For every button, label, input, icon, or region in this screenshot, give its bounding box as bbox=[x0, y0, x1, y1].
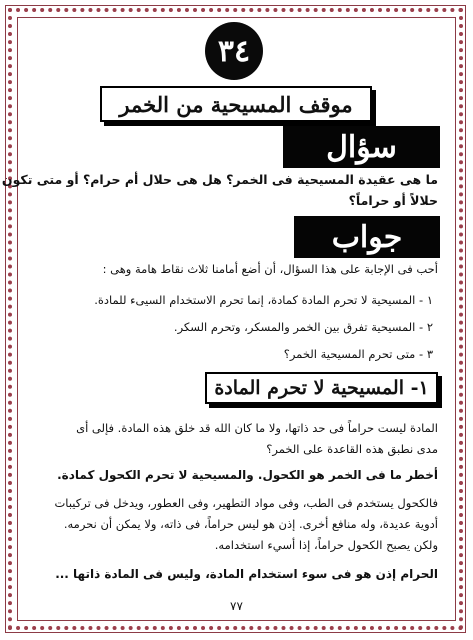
section-heading: ١- المسيحية لا تحرم المادة bbox=[205, 372, 438, 404]
bold-statement: أخطر ما فى الخمر هو الكحول. والمسيحية لا تحرم الكحول كمادة. bbox=[57, 468, 438, 482]
paragraph-line: مدى نطبق هذه القاعدة على الخمر؟ bbox=[266, 442, 438, 456]
chapter-number: ٣٤ bbox=[205, 22, 263, 80]
answer-label: جواب bbox=[294, 216, 440, 258]
paragraph-line: المادة ليست حراماً فى حد ذاتها، ولا ما كان الله قد خلق هذه المادة. فإلى أى bbox=[76, 421, 438, 435]
list-item: ٣ - متى تحرم المسيحية الخمر؟ bbox=[283, 347, 433, 361]
intro-text: أحب فى الإجابة على هذا السؤال، أن أضع أمامنا ثلاث نقاط هامة وهى : bbox=[102, 262, 438, 276]
paragraph-line: ولكن يصبح الكحول حراماً، إذا أسيء استخدامه. bbox=[214, 538, 438, 552]
conclusion-text: الحرام إذن هو فى سوء استخدام المادة، وليس فى المادة ذاتها ... bbox=[55, 567, 438, 581]
paragraph-line: أدوية عديدة، وله منافع أخرى. إذن هو ليس حراماً، فى ذاته، ولا يمكن أن نحرمه. bbox=[63, 517, 438, 531]
question-line: حلالاً أو حراماً؟ bbox=[348, 193, 438, 208]
question-label: سؤال bbox=[283, 126, 440, 168]
paragraph-line: فالكحول يستخدم فى الطب، وفى مواد التطهير، وفى العطور، ويدخل فى تركيبات bbox=[54, 496, 438, 510]
page-number: ٧٧ bbox=[230, 599, 243, 613]
list-item: ١ - المسيحية لا تحرم المادة كمادة، إنما تحرم الاستخدام السيىء للمادة. bbox=[94, 293, 433, 307]
question-line: ما هى عقيدة المسيحية فى الخمر؟ هل هى حلال أم حرام؟ أو متى تكون bbox=[1, 172, 438, 187]
list-item: ٢ - المسيحية تفرق بين الخمر والمسكر، وتحرم السكر. bbox=[173, 320, 433, 334]
page-title: موقف المسيحية من الخمر bbox=[100, 86, 372, 122]
